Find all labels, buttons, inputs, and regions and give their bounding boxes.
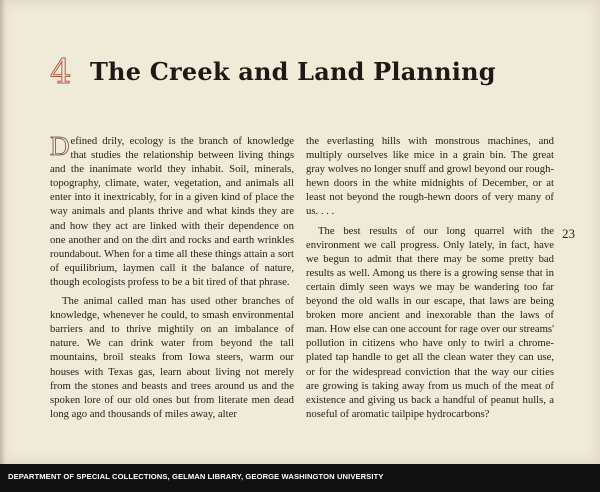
paragraph: The best results of our long quarrel with the environment we call progress. Only lately, in fact, have we begun to admit that there may be some pretty bad results as well. Among us there is a growing sense that in certain dimly seen ways we may be wandering too far beyond the old walls in our escape, that laws are being broken more ancient and inexorable than the laws of man. How else can one account for rage over our streams' pollution in citizens who have only to twirl a chrome-plated tap handle to get all the clean water they can use, or for the widespread conviction that the way our cities are growing is taking away from us much of the meat of existence and giving us back a handful of peanut hulls, a noseful of aromatic tailpipe hydrocarbons? bbox=[306, 224, 554, 420]
page-number: 23 bbox=[562, 226, 575, 241]
paragraph-text: efined drily, ecology is the branch of knowledge that studies the relationship between living things and the inanimate world they inhabit. Soil, minerals, topography, climate, water, vegetation, and animals all enter into it inextricably, for in a given kind of place the way animals and plants thrive and what kinds they are and how they act are linked with their dependence on one another and on the dirt and rocks and earth wrinkles roundabout. When for a time all these things attain a sort of equilibrium, laymen call it the balance of nature, though ecologists profess to be a bit tired of that phrase. bbox=[50, 135, 294, 288]
chapter-title: The Creek and Land Planning bbox=[90, 57, 496, 86]
archive-credit: DEPARTMENT OF SPECIAL COLLECTIONS, GELMAN LIBRARY, GEORGE WASHINGTON UNIVERSITY bbox=[8, 472, 384, 481]
footer-bar bbox=[0, 464, 600, 492]
text-column-left bbox=[50, 131, 294, 421]
paragraph: The animal called man has used other branches of knowledge, whenever he could, to smash environmental barriers and to thrive mightily on an imbalance of nature. We can drink water from beyond the tall mountains, broil steaks from Iowa steers, warm our houses with Texas gas, learn about living not merely from the stones and beasts and trees around us and the spoken lore of our old ones but from literate men dead long ago and thousands of miles away, alter bbox=[50, 295, 294, 420]
text-column-right bbox=[306, 134, 554, 421]
paragraph: the everlasting hills with monstrous machines, and multiply ourselves like mice in a grain bin. The great gray wolves no longer snuff and growl beyond our rough-hewn doors in the white midnights of December, or at least not beyond the rough-hewn doors of very many of us. . . . bbox=[306, 135, 554, 218]
paragraph bbox=[50, 131, 294, 289]
chapter-number: 4 bbox=[50, 52, 72, 92]
drop-cap: D bbox=[50, 131, 70, 161]
